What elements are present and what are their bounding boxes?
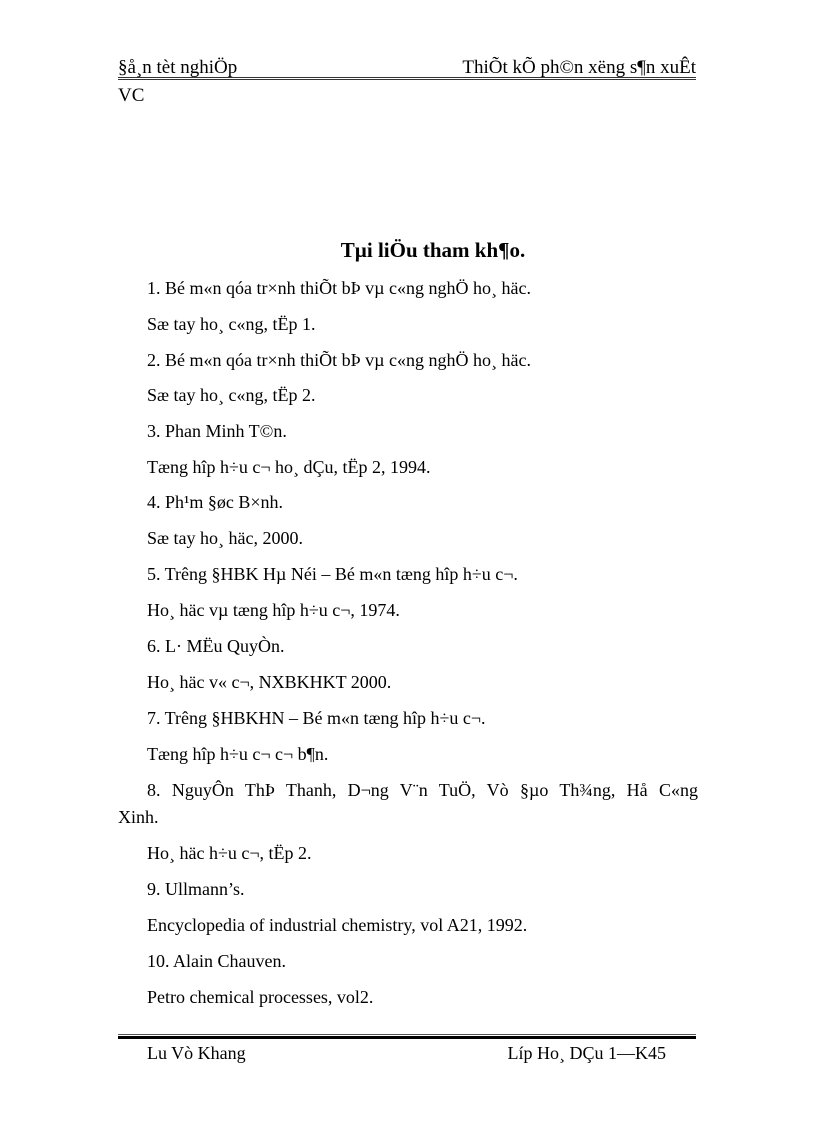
reference-6-author: 6. L· MËu QuyÒn. (147, 636, 285, 656)
footer-right-text: Líp Ho¸ DÇu 1—K45 (507, 1043, 666, 1063)
reference-8-author-wrap: Xinh. (118, 807, 159, 827)
header-right-text: ThiÕt kÕ ph©n xëng s¶n xuÊt (462, 57, 696, 78)
reference-3-author: 3. Phan Minh T©n. (147, 421, 287, 441)
reference-7-title: Tæng hîp h÷u c¬ c¬ b¶n. (147, 744, 329, 764)
page-header (118, 58, 696, 80)
reference-5-author: 5. Trêng §HBK Hµ Néi – Bé m«n tæng hîp h÷u c¬. (147, 564, 518, 584)
reference-10-title: Petro chemical processes, vol2. (147, 987, 374, 1007)
reference-9-title: Encyclopedia of industrial chemistry, vol A21, 1992. (147, 915, 528, 935)
reference-4-author: 4. Ph¹m §øc B×nh. (147, 492, 284, 512)
page-title: Tµi liÖu tham kh¶o. (340, 238, 526, 262)
reference-2-title: Sæ tay ho¸ c«ng, tËp 2. (147, 385, 316, 405)
reference-10-author: 10. Alain Chauven. (147, 951, 286, 971)
reference-5-title: Ho¸ häc vµ tæng hîp h÷u c¬, 1974. (147, 600, 400, 620)
reference-6-title: Ho¸ häc v« c¬, NXBKHKT 2000. (147, 672, 392, 692)
reference-2-author: 2. Bé m«n qóa tr×nh thiÕt bÞ vµ c«ng nghÖ ho¸ häc. (147, 350, 531, 370)
reference-8-author: 8. NguyÔn ThÞ Thanh, D¬ng V¨n TuÖ, Vò §µo Th¾ng, Hå C«ng (147, 780, 698, 800)
reference-3-title: Tæng hîp h÷u c¬ ho¸ dÇu, tËp 2, 1994. (147, 457, 431, 477)
header-left-text: §å¸n tèt nghiÖp (118, 57, 238, 78)
header-right-wrap-text: VC (118, 85, 145, 106)
reference-1-author: 1. Bé m«n qóa tr×nh thiÕt bÞ vµ c«ng nghÖ ho¸ häc. (147, 278, 531, 298)
reference-7-author: 7. Trêng §HBKHN – Bé m«n tæng hîp h÷u c¬. (147, 708, 486, 728)
footer-divider (118, 1034, 696, 1039)
reference-8-title: Ho¸ häc h÷u c¬, tËp 2. (147, 843, 312, 863)
footer-left-text: Lu Vò Khang (147, 1043, 246, 1063)
reference-9-author: 9. Ullmann’s. (147, 879, 245, 899)
reference-1-title: Sæ tay ho¸ c«ng, tËp 1. (147, 314, 316, 334)
reference-4-title: Sæ tay ho¸ häc, 2000. (147, 528, 303, 548)
